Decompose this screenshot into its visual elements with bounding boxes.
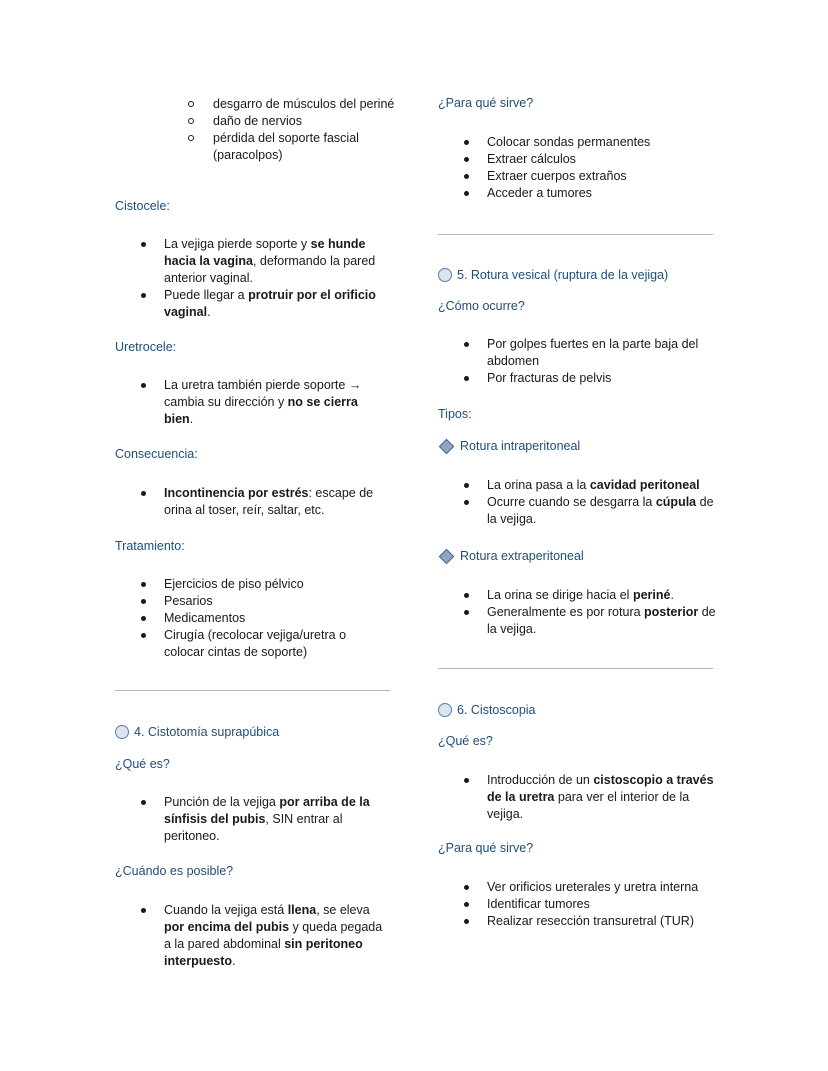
- intraperitoneal-heading: Rotura intraperitoneal: [438, 439, 580, 453]
- list-item: Extraer cálculos: [438, 151, 718, 168]
- list-item: Ejercicios de piso pélvico: [115, 576, 387, 593]
- intraperitoneal-list: [438, 477, 718, 528]
- section-4-title: 4. Cistotomía suprapúbica: [115, 725, 279, 739]
- section-5-how-list: [438, 336, 718, 387]
- list-item: daño de nervios: [115, 113, 395, 130]
- list-item: La vejiga pierde soporte y se hunde hacia la vagina, deformando la pared anterior vaginal.: [115, 236, 387, 287]
- list-item: Acceder a tumores: [438, 185, 718, 202]
- circle-icon: [438, 268, 452, 282]
- list-item: Extraer cuerpos extraños: [438, 168, 718, 185]
- list-item: Ocurre cuando se desgarra la cúpula de la vejiga.: [438, 494, 718, 528]
- list-item: Cuando la vejiga está llena, se eleva por encima del pubis y queda pegada a la pared abdominal sin peritoneo interpuesto.: [115, 902, 387, 970]
- section-6-what-list: [438, 772, 718, 823]
- list-item: Puede llegar a protruir por el orificio vaginal.: [115, 287, 387, 321]
- section-6-title: 6. Cistoscopia: [438, 703, 536, 717]
- list-item: Punción de la vejiga por arriba de la sínfisis del pubis, SIN entrar al peritoneo.: [115, 794, 387, 845]
- list-item: Identificar tumores: [438, 896, 718, 913]
- cistocele-list: [115, 236, 387, 321]
- section-4-question-what: ¿Qué es?: [115, 757, 170, 771]
- list-item: Pesarios: [115, 593, 387, 610]
- tratamiento-list: [115, 576, 387, 661]
- para-que-sirve-list: [438, 134, 718, 202]
- list-item: Generalmente es por rotura posterior de la vejiga.: [438, 604, 718, 638]
- list-item: pérdida del soporte fascial (paracolpos): [115, 130, 395, 164]
- section-divider: [438, 668, 713, 669]
- list-item: Medicamentos: [115, 610, 387, 627]
- section-6-question-purpose: ¿Para qué sirve?: [438, 841, 534, 855]
- uretrocele-heading: Uretrocele:: [115, 340, 177, 354]
- list-item: Ver orificios ureterales y uretra interna: [438, 879, 718, 896]
- consecuencia-heading: Consecuencia:: [115, 447, 198, 461]
- list-item: Por golpes fuertes en la parte baja del abdomen: [438, 336, 718, 370]
- circle-icon: [438, 703, 452, 717]
- consecuencia-list: [115, 485, 387, 519]
- section-4-what-list: [115, 794, 387, 845]
- section-5-question-how: ¿Cómo ocurre?: [438, 299, 525, 313]
- extraperitoneal-heading: Rotura extraperitoneal: [438, 549, 584, 563]
- section-4-question-when: ¿Cuándo es posible?: [115, 864, 234, 878]
- diamond-icon: [439, 548, 455, 564]
- list-item: La uretra también pierde soporte → cambia su dirección y no se cierra bien.: [115, 377, 387, 428]
- section-divider: [438, 234, 713, 235]
- cistocele-heading: Cistocele:: [115, 199, 170, 213]
- list-item: Cirugía (recolocar vejiga/uretra o colocar cintas de soporte): [115, 627, 387, 661]
- list-item: Colocar sondas permanentes: [438, 134, 718, 151]
- circle-icon: [115, 725, 129, 739]
- list-item: Por fracturas de pelvis: [438, 370, 718, 387]
- section-6-question-what: ¿Qué es?: [438, 734, 493, 748]
- para-que-sirve-heading: ¿Para qué sirve?: [438, 96, 534, 110]
- section-5-title: 5. Rotura vesical (ruptura de la vejiga): [438, 268, 668, 282]
- section-divider: [115, 690, 390, 691]
- diamond-icon: [439, 438, 455, 454]
- section-4-when-list: [115, 902, 387, 970]
- section-6-purpose-list: [438, 879, 718, 930]
- extraperitoneal-list: [438, 587, 718, 638]
- list-item: Incontinencia por estrés: escape de orina al toser, reír, saltar, etc.: [115, 485, 387, 519]
- tratamiento-heading: Tratamiento:: [115, 539, 185, 553]
- list-item: Realizar resección transuretral (TUR): [438, 913, 718, 930]
- tipos-heading: Tipos:: [438, 407, 472, 421]
- top-sublist: [115, 96, 395, 164]
- list-item: La orina se dirige hacia el periné.: [438, 587, 718, 604]
- uretrocele-list: [115, 377, 387, 428]
- list-item: Introducción de un cistoscopio a través de la uretra para ver el interior de la vejiga.: [438, 772, 718, 823]
- list-item: desgarro de músculos del periné: [115, 96, 395, 113]
- list-item: La orina pasa a la cavidad peritoneal: [438, 477, 718, 494]
